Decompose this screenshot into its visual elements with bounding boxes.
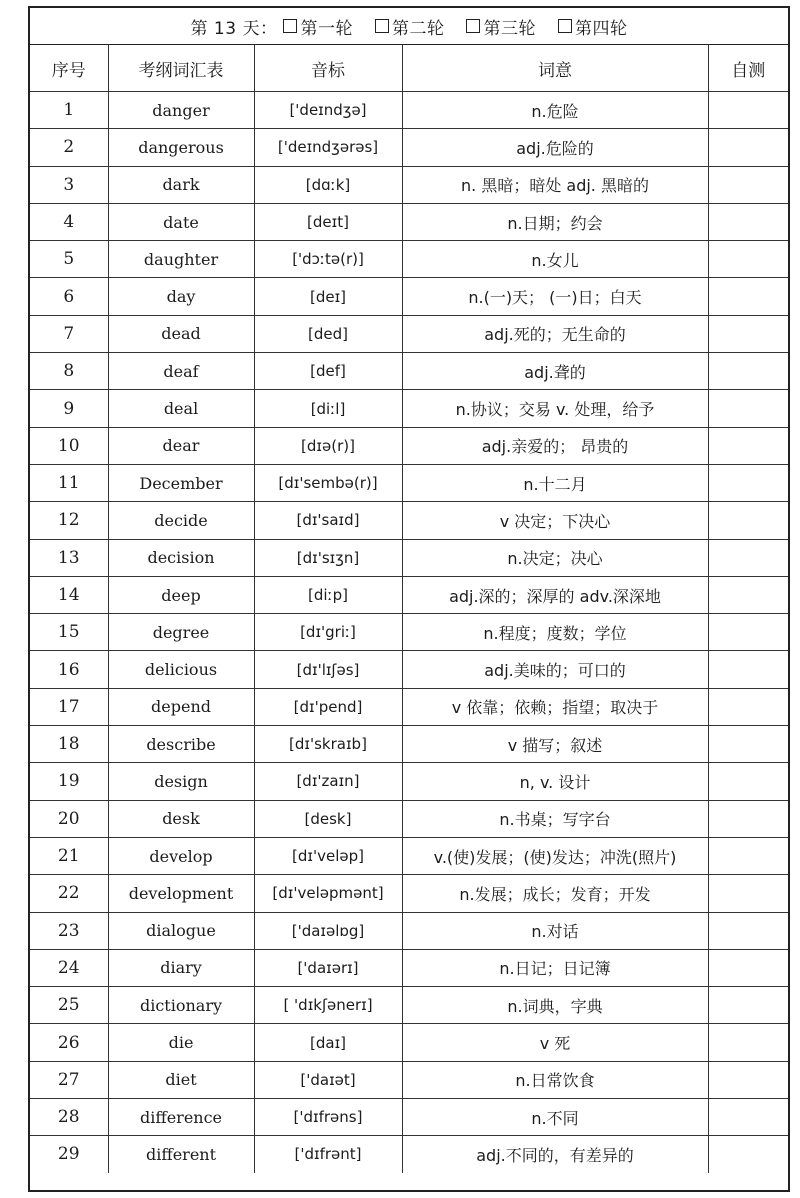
row-number: 14 xyxy=(30,576,108,613)
row-meaning: adj.聋的 xyxy=(402,353,708,390)
row-self-test[interactable] xyxy=(708,464,788,501)
row-number: 25 xyxy=(30,987,108,1024)
row-number: 22 xyxy=(30,875,108,912)
row-meaning: adj.美味的；可口的 xyxy=(402,651,708,688)
table-row xyxy=(30,614,788,651)
round-label-3: 第三轮 xyxy=(483,18,536,39)
row-phonetic: [dɑːk] xyxy=(254,166,402,203)
row-number: 16 xyxy=(30,651,108,688)
row-word: diary xyxy=(108,949,254,986)
row-meaning: n.词典，字典 xyxy=(402,987,708,1024)
row-phonetic: [dɪ'griː] xyxy=(254,614,402,651)
row-number: 15 xyxy=(30,614,108,651)
row-self-test[interactable] xyxy=(708,390,788,427)
table-row xyxy=(30,1061,788,1098)
row-word: deaf xyxy=(108,353,254,390)
row-phonetic: ['daɪərɪ] xyxy=(254,949,402,986)
table-row xyxy=(30,688,788,725)
row-word: December xyxy=(108,464,254,501)
row-phonetic: [dɪ'saɪd] xyxy=(254,502,402,539)
row-meaning: n.协议；交易 v. 处理，给予 xyxy=(402,390,708,427)
row-self-test[interactable] xyxy=(708,726,788,763)
row-meaning: adj.死的；无生命的 xyxy=(402,315,708,352)
row-number: 24 xyxy=(30,949,108,986)
table-row xyxy=(30,502,788,539)
table-row xyxy=(30,539,788,576)
row-word: desk xyxy=(108,800,254,837)
row-phonetic: [def] xyxy=(254,353,402,390)
row-number: 23 xyxy=(30,912,108,949)
row-meaning: n.日常饮食 xyxy=(402,1061,708,1098)
table-body xyxy=(30,92,788,1173)
table-row xyxy=(30,278,788,315)
row-self-test[interactable] xyxy=(708,875,788,912)
round-label-2: 第二轮 xyxy=(391,18,445,39)
row-self-test[interactable] xyxy=(708,912,788,949)
table-row xyxy=(30,949,788,986)
row-phonetic: ['dɪfrənt] xyxy=(254,1136,402,1173)
row-number: 19 xyxy=(30,763,108,800)
row-word: diet xyxy=(108,1061,254,1098)
table-row xyxy=(30,912,788,949)
table-header-row xyxy=(30,45,788,92)
row-word: dangerous xyxy=(108,129,254,166)
table-row xyxy=(30,726,788,763)
row-self-test[interactable] xyxy=(708,1061,788,1098)
row-phonetic: [dɪ'veləp] xyxy=(254,837,402,874)
row-meaning: adj.危险的 xyxy=(402,129,708,166)
row-phonetic: [diːl] xyxy=(254,390,402,427)
row-meaning: adj.不同的，有差异的 xyxy=(402,1136,708,1173)
row-self-test[interactable] xyxy=(708,688,788,725)
row-number: 8 xyxy=(30,353,108,390)
row-meaning: n, v. 设计 xyxy=(402,763,708,800)
row-phonetic: [dɪ'sembə(r)] xyxy=(254,464,402,501)
row-meaning: adj.深的；深厚的 adv.深深地 xyxy=(402,576,708,613)
row-word: decide xyxy=(108,502,254,539)
row-word: dear xyxy=(108,427,254,464)
row-meaning: n.女儿 xyxy=(402,241,708,278)
checkbox-round-4[interactable] xyxy=(558,19,572,33)
row-self-test[interactable] xyxy=(708,129,788,166)
table-row xyxy=(30,166,788,203)
row-word: different xyxy=(108,1136,254,1173)
row-phonetic: [deɪ] xyxy=(254,278,402,315)
row-phonetic: ['dɪfrəns] xyxy=(254,1099,402,1136)
row-self-test[interactable] xyxy=(708,353,788,390)
row-self-test[interactable] xyxy=(708,241,788,278)
header-self-test: 自测 xyxy=(708,45,788,92)
header-word: 考纲词汇表 xyxy=(108,45,254,92)
table-row xyxy=(30,390,788,427)
row-phonetic: [daɪ] xyxy=(254,1024,402,1061)
row-meaning: n.日期；约会 xyxy=(402,203,708,240)
row-number: 2 xyxy=(30,129,108,166)
row-word: degree xyxy=(108,614,254,651)
row-phonetic: ['daɪət] xyxy=(254,1061,402,1098)
row-meaning: v 死 xyxy=(402,1024,708,1061)
row-number: 21 xyxy=(30,837,108,874)
row-word: dictionary xyxy=(108,987,254,1024)
vocabulary-sheet xyxy=(28,6,790,1192)
row-number: 11 xyxy=(30,464,108,501)
row-meaning: v 决定；下决心 xyxy=(402,502,708,539)
row-meaning: v 描写；叙述 xyxy=(402,726,708,763)
checkbox-round-3[interactable] xyxy=(466,19,480,33)
row-number: 28 xyxy=(30,1099,108,1136)
row-number: 13 xyxy=(30,539,108,576)
row-self-test[interactable] xyxy=(708,837,788,874)
row-word: date xyxy=(108,203,254,240)
row-phonetic: ['deɪndʒərəs] xyxy=(254,129,402,166)
row-word: describe xyxy=(108,726,254,763)
row-self-test[interactable] xyxy=(708,539,788,576)
row-meaning: n.对话 xyxy=(402,912,708,949)
row-self-test[interactable] xyxy=(708,427,788,464)
row-number: 9 xyxy=(30,390,108,427)
table-row xyxy=(30,800,788,837)
row-word: daughter xyxy=(108,241,254,278)
row-phonetic: ['deɪndʒə] xyxy=(254,92,402,129)
checkbox-round-1[interactable] xyxy=(283,19,297,33)
row-number: 12 xyxy=(30,502,108,539)
table-row xyxy=(30,651,788,688)
row-meaning: n.日记；日记簿 xyxy=(402,949,708,986)
round-label-4: 第四轮 xyxy=(574,18,628,39)
row-meaning: n.不同 xyxy=(402,1099,708,1136)
row-number: 26 xyxy=(30,1024,108,1061)
table-row xyxy=(30,241,788,278)
row-number: 17 xyxy=(30,688,108,725)
row-phonetic: [dɪə(r)] xyxy=(254,427,402,464)
row-phonetic: [desk] xyxy=(254,800,402,837)
table-row xyxy=(30,315,788,352)
table-row xyxy=(30,763,788,800)
table-row xyxy=(30,837,788,874)
day-title xyxy=(30,8,788,45)
row-self-test[interactable] xyxy=(708,278,788,315)
row-self-test[interactable] xyxy=(708,166,788,203)
row-phonetic: [dɪ'veləpmənt] xyxy=(254,875,402,912)
row-word: develop xyxy=(108,837,254,874)
table-row xyxy=(30,353,788,390)
row-phonetic: [dɪ'zaɪn] xyxy=(254,763,402,800)
row-self-test[interactable] xyxy=(708,949,788,986)
table-row xyxy=(30,203,788,240)
row-self-test[interactable] xyxy=(708,800,788,837)
row-number: 18 xyxy=(30,726,108,763)
table-row xyxy=(30,987,788,1024)
row-self-test[interactable] xyxy=(708,576,788,613)
row-meaning: n.程度；度数；学位 xyxy=(402,614,708,651)
row-self-test[interactable] xyxy=(708,1099,788,1136)
row-number: 6 xyxy=(30,278,108,315)
table-row xyxy=(30,1024,788,1061)
header-meaning: 词意 xyxy=(402,45,708,92)
row-word: die xyxy=(108,1024,254,1061)
row-number: 3 xyxy=(30,166,108,203)
row-meaning: v 依靠；依赖；指望；取决于 xyxy=(402,688,708,725)
row-self-test[interactable] xyxy=(708,1024,788,1061)
row-word: delicious xyxy=(108,651,254,688)
row-phonetic: [dɪ'skraɪb] xyxy=(254,726,402,763)
row-meaning: n.十二月 xyxy=(402,464,708,501)
checkbox-round-2[interactable] xyxy=(375,19,389,33)
table-row xyxy=(30,1099,788,1136)
row-meaning: v.(使)发展；(使)发达；冲洗(照片) xyxy=(402,837,708,874)
row-number: 29 xyxy=(30,1136,108,1173)
row-number: 7 xyxy=(30,315,108,352)
row-word: dead xyxy=(108,315,254,352)
table-row xyxy=(30,576,788,613)
row-number: 5 xyxy=(30,241,108,278)
row-number: 4 xyxy=(30,203,108,240)
row-phonetic: [ 'dɪkʃənerɪ] xyxy=(254,987,402,1024)
row-self-test[interactable] xyxy=(708,987,788,1024)
row-word: design xyxy=(108,763,254,800)
row-word: day xyxy=(108,278,254,315)
row-meaning: n.决定；决心 xyxy=(402,539,708,576)
row-self-test[interactable] xyxy=(708,763,788,800)
row-self-test[interactable] xyxy=(708,1136,788,1173)
row-number: 20 xyxy=(30,800,108,837)
row-word: difference xyxy=(108,1099,254,1136)
row-phonetic: ['daɪəlɒg] xyxy=(254,912,402,949)
row-word: decision xyxy=(108,539,254,576)
row-meaning: n.(一)天； (一)日；白天 xyxy=(402,278,708,315)
row-phonetic: [dɪ'lɪʃəs] xyxy=(254,651,402,688)
row-phonetic: ['dɔːtə(r)] xyxy=(254,241,402,278)
row-word: dialogue xyxy=(108,912,254,949)
row-self-test[interactable] xyxy=(708,614,788,651)
row-self-test[interactable] xyxy=(708,651,788,688)
row-word: depend xyxy=(108,688,254,725)
row-meaning: n.危险 xyxy=(402,92,708,129)
row-phonetic: [diːp] xyxy=(254,576,402,613)
vocabulary-table xyxy=(30,45,788,1173)
row-phonetic: [deɪt] xyxy=(254,203,402,240)
table-row xyxy=(30,1136,788,1173)
table-row xyxy=(30,427,788,464)
row-phonetic: [dɪ'pend] xyxy=(254,688,402,725)
row-phonetic: [dɪ'sɪʒn] xyxy=(254,539,402,576)
row-self-test[interactable] xyxy=(708,203,788,240)
row-meaning: n.书桌；写字台 xyxy=(402,800,708,837)
row-meaning: n.发展；成长；发育；开发 xyxy=(402,875,708,912)
row-self-test[interactable] xyxy=(708,92,788,129)
header-phonetic: 音标 xyxy=(254,45,402,92)
table-row xyxy=(30,92,788,129)
round-label-1: 第一轮 xyxy=(300,18,353,39)
row-number: 27 xyxy=(30,1061,108,1098)
row-word: dark xyxy=(108,166,254,203)
table-row xyxy=(30,875,788,912)
row-word: deep xyxy=(108,576,254,613)
row-number: 1 xyxy=(30,92,108,129)
row-self-test[interactable] xyxy=(708,502,788,539)
row-self-test[interactable] xyxy=(708,315,788,352)
row-word: danger xyxy=(108,92,254,129)
row-phonetic: [ded] xyxy=(254,315,402,352)
table-row xyxy=(30,464,788,501)
table-row xyxy=(30,129,788,166)
row-number: 10 xyxy=(30,427,108,464)
day-label: 第 13 天： xyxy=(190,18,278,39)
row-meaning: n. 黑暗；暗处 adj. 黑暗的 xyxy=(402,166,708,203)
header-index: 序号 xyxy=(30,45,108,92)
row-word: deal xyxy=(108,390,254,427)
row-meaning: adj.亲爱的； 昂贵的 xyxy=(402,427,708,464)
row-word: development xyxy=(108,875,254,912)
